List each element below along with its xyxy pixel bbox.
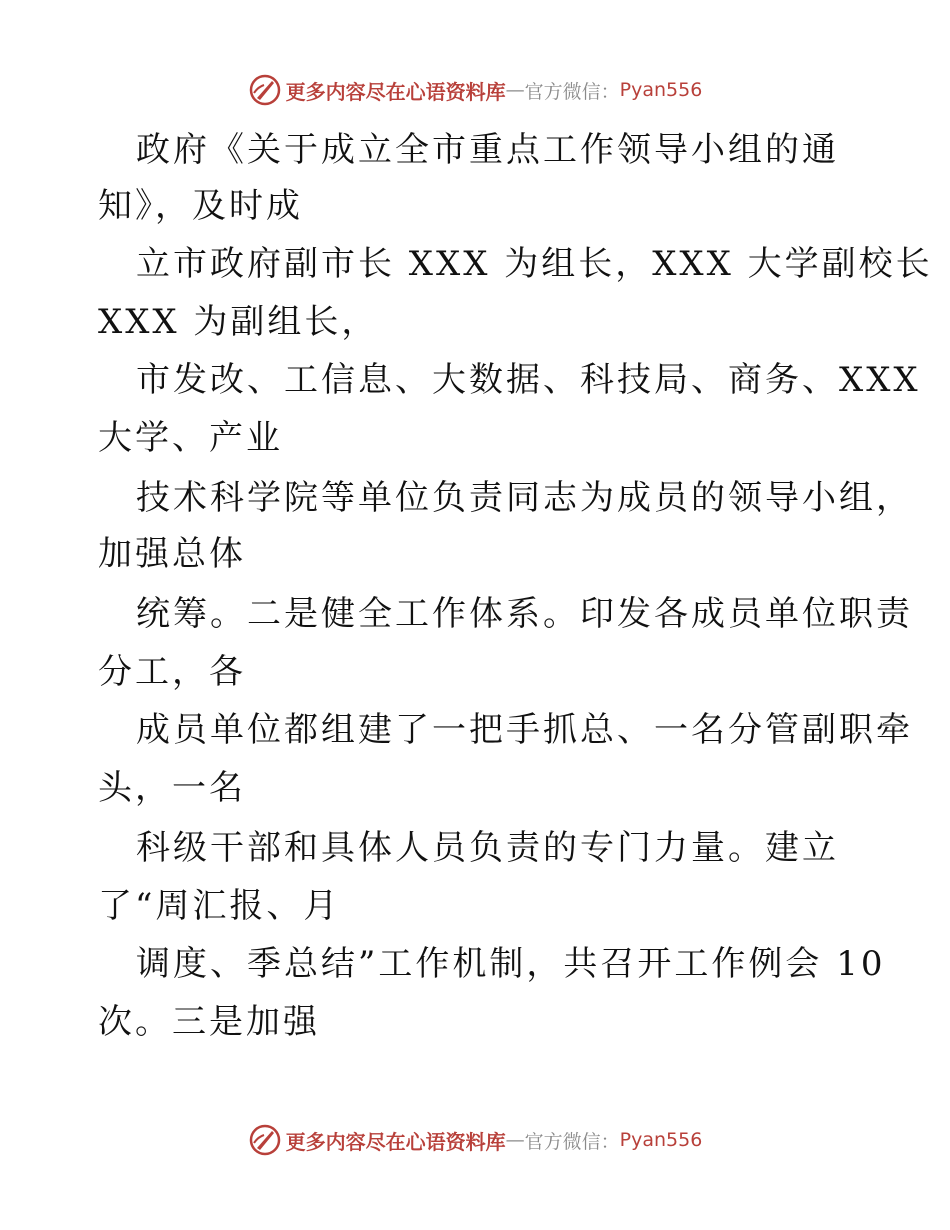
footer-wechat-label: 官方微信： [524, 1130, 620, 1153]
body-line: 科级干部和具体人员负责的专门力量。建立 [136, 828, 839, 868]
footer-site-text: 更多内容尽在心语资料库 [285, 1129, 506, 1154]
quill-pen-icon [248, 73, 282, 107]
header-dash: — [505, 79, 525, 101]
body-line: 知》，及时成 [98, 186, 303, 226]
header-wechat-id: Pyan556 [619, 79, 703, 101]
body-line: 统筹。二是健全工作体系。印发各成员单位职责 [136, 594, 913, 634]
body-line: 大学、产业 [98, 418, 283, 458]
footer-dash: — [505, 1129, 525, 1151]
body-line: 调度、季总结”工作机制，共召开工作例会 10 [136, 944, 886, 984]
header-wechat-label: 官方微信： [524, 80, 620, 103]
body-line: 了“周汇报、月 [98, 886, 341, 926]
quill-pen-icon [248, 1123, 282, 1157]
body-line: 头，一名 [98, 768, 246, 808]
body-line: 市发改、工信息、大数据、科技局、商务、XXX [136, 360, 921, 400]
body-line: 加强总体 [98, 534, 246, 574]
header-site-text: 更多内容尽在心语资料库 [285, 79, 506, 104]
body-line: 次。三是加强 [98, 1002, 320, 1042]
body-line: 政府《关于成立全市重点工作领导小组的通 [136, 130, 839, 170]
body-line: XXX 为副组长， [98, 302, 379, 342]
body-line: 技术科学院等单位负责同志为成员的领导小组， [136, 478, 913, 518]
body-line: 成员单位都组建了一把手抓总、一名分管副职牵 [136, 710, 913, 750]
footer-watermark [0, 1120, 950, 1160]
header-watermark [0, 70, 950, 110]
body-line: 立市政府副市长 XXX 为组长，XXX 大学副校长 [136, 244, 933, 284]
footer-wechat-id: Pyan556 [619, 1129, 703, 1151]
body-line: 分工，各 [98, 652, 246, 692]
